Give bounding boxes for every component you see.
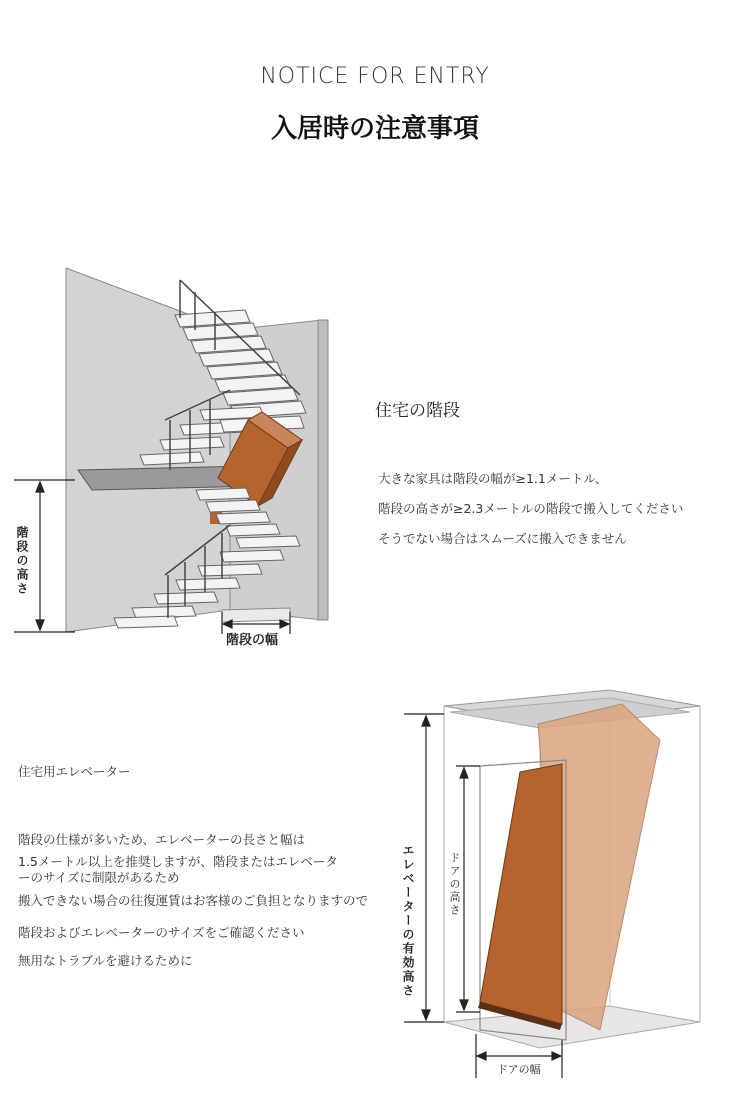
stair-height-label: 階段の高さ [15,526,29,596]
door-width-label: ドアの幅 [497,1063,541,1076]
elevator-text-line: 階段およびエレベーターのサイズをご確認ください [18,925,305,940]
stairs-text-line: 階段の高さが≥2.3メートルの階段で搬入してください [378,501,684,516]
stairs-text-line: そうでない場合はスムーズに搬入できません [378,531,627,546]
door-height-label: ドアの高さ [448,852,461,917]
english-title: NOTICE FOR ENTRY [260,64,490,89]
elevator-text-line: ーのサイズに制限があるため [18,870,180,885]
elevator-illustration [444,690,700,1048]
elevator-text-line: 1.5メートル以上を推奨しますが、階段またはエレベータ [18,854,338,869]
elevator-heading: 住宅用エレベーター [18,764,131,779]
stair-width-label: 階段の幅 [226,633,279,648]
elevator-furniture-dark [480,764,562,1024]
page-title: 入居時の注意事項 [270,114,479,144]
stairs-text-line: 大きな家具は階段の幅が≥1.1メートル、 [378,471,608,486]
elevator-text-line: 搬入できない場合の往復運賃はお客様のご負担となりますので [18,893,369,908]
elevator-height-label: エレベーターの有効高さ [401,844,415,998]
stairs-heading: 住宅の階段 [375,401,460,421]
stair-right-wall [318,320,328,620]
elevator-text-line: 階段の仕様が多いため、エレベーターの長さと幅は [18,832,306,847]
elevator-text-line: 無用なトラブルを避けるために [18,953,193,968]
